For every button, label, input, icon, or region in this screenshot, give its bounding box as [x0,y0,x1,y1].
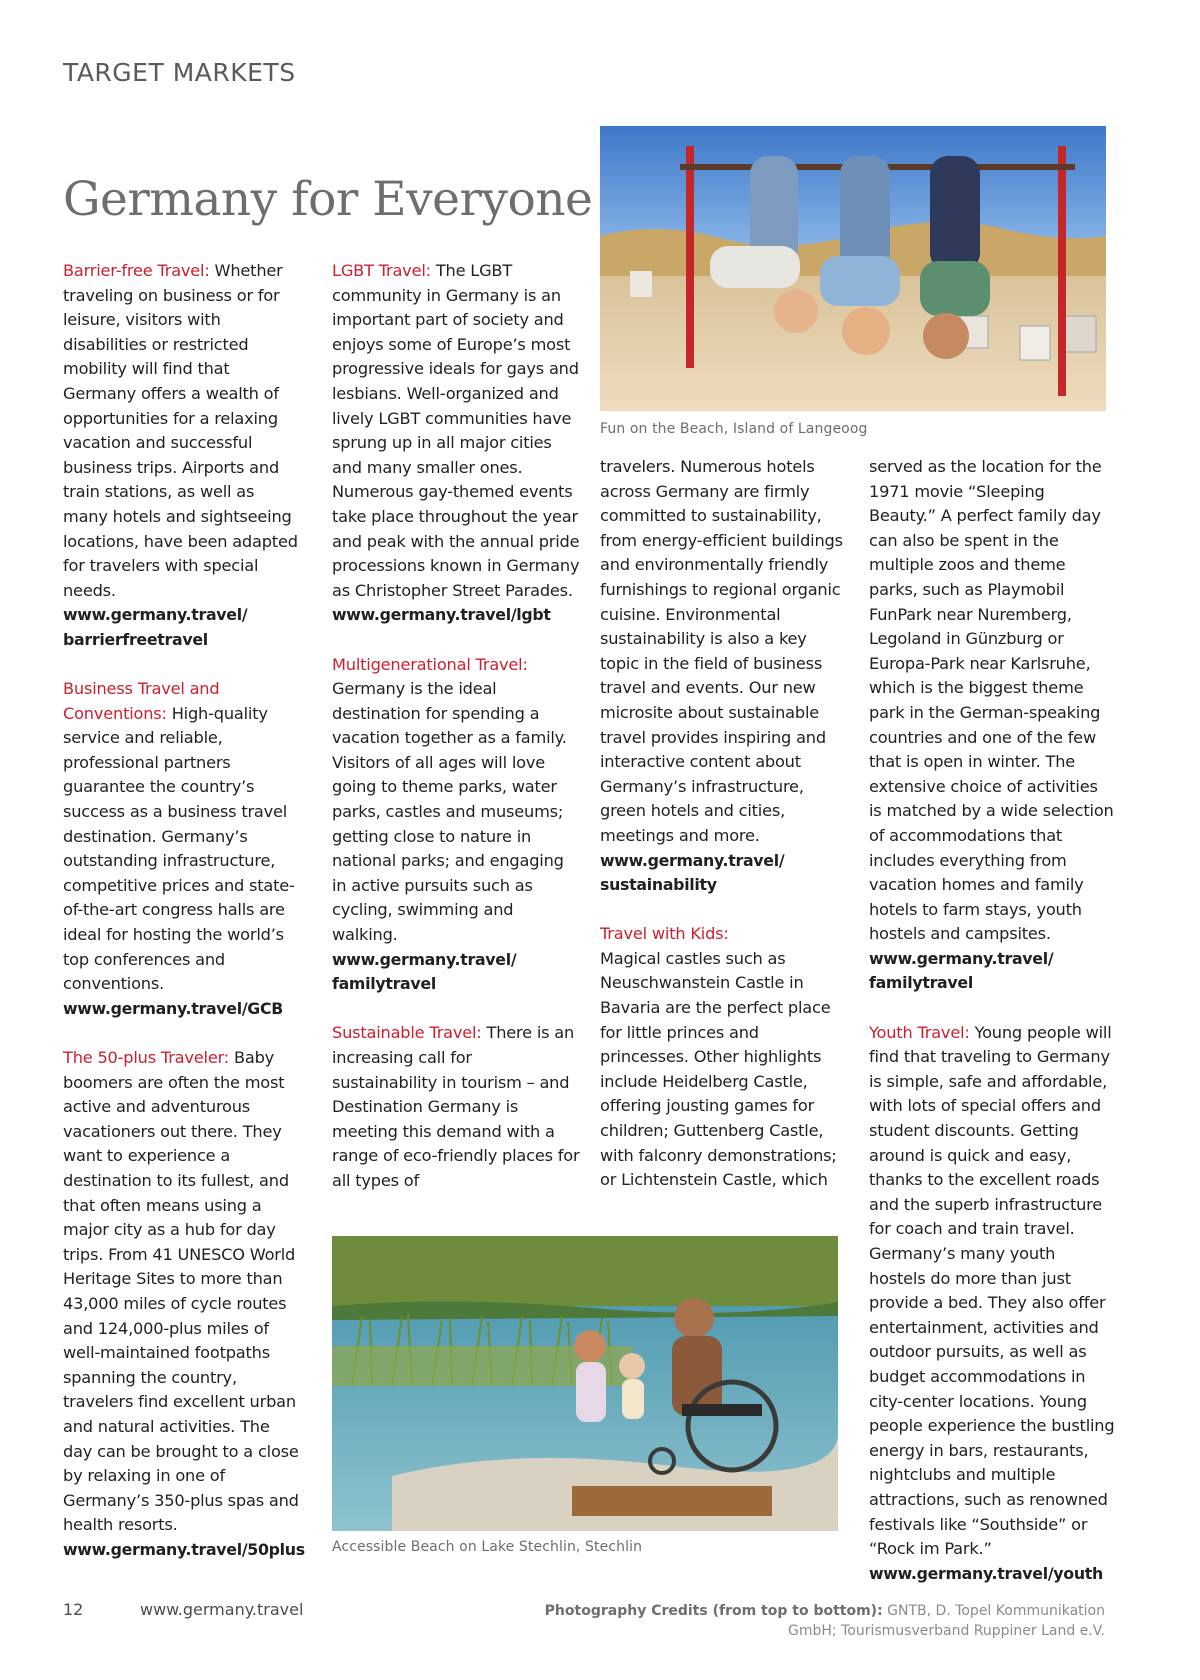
page-title: Germany for Everyone [63,172,593,227]
article-heading: Business Travel and [63,679,220,699]
article-link[interactable]: www.germany.travel/GCB [63,998,283,1018]
photo-caption: Fun on the Beach, Island of Langeoog [600,421,868,437]
article-heading: The 50-plus Traveler: [63,1048,230,1067]
article-kids [600,922,848,1193]
photo-caption: Accessible Beach on Lake Stechlin, Stechlin [332,1539,643,1555]
article-body: served as the location for the 1971 movie “Sleeping Beauty.” A perfect family day can also be spent in the multiple zoos and theme parks, such as Playmobil FunPark near Nuremberg, Legoland in Günzburg or Europa-Park near Karlsruhe, which is the biggest theme park in the German-speaking countries and one of the few that is open in winter. The extensive choice of activities is matched by a wide selection of accommodations that includes everything from vacation homes and family hotels to farm stays, youth hostels and campsites. [869,457,1114,944]
section-label: TARGET MARKETS [63,58,296,87]
article-body: The LGBT community in Germany is an important part of society and enjoys some of Europe’s most progressive ideals for gays and lesbians. Well-organized and lively LGBT communities have sprung up in all major cities and many smaller ones. Numerous gay-themed events take place throughout the year and peak with the annual pride processions known in Germany as Christopher Street Parades. [332,261,580,600]
article-body: Young people will find that traveling to Germany is simple, safe and affordable, with lots of special offers and student discounts. Getting around is quick and easy, thanks to the excellent roads and the superb infrastructure for coach and train travel. Germany’s many youth hostels do more than just provide a bed. They also offer entertainment, activities and outdoor pursuits, as well as budget accommodations in city-center locations. Young people experience the bustling energy in bars, restaurants, nightclubs and multiple attractions, such as renowned festivals like “Southside” or “Rock im Park.” [869,1022,1115,1559]
article-kids-continued [869,455,1115,996]
article-body: Whether traveling on business or for leisure, visitors with disabilities or restricted mobility will find that Germany offers a wealth of opportunities for a relaxing vacation and successful business trips. Airports and train stations, as well as many hotels and sightseeing locations, have been adapted for travelers with special needs. [63,261,298,600]
article-body: travelers. Numerous hotels across Germany are firmly committed to sustainability, from energy-efficient buildings and environmentally friendly furnishings to regional organic cuisine. Environmental sustainability is also a key topic in the field of business travel and events. Our new microsite about sustainable travel provides inspiring and interactive content about Germany’s infrastructure, green hotels and cities, meetings and more. [600,457,843,845]
credits-label: Photography Credits (from top to bottom): [544,1603,883,1619]
article-link[interactable]: www.germany.travel/lgbt [332,605,551,625]
article-body: There is an increasing call for sustainability in tourism – and Destination Germany is meeting this demand with a range of eco-friendly places for all types of [332,1023,580,1190]
article-heading: LGBT Travel: [332,261,431,280]
article-sustainable [332,1021,580,1193]
article-link[interactable]: www.germany.travel/ sustainability [600,850,785,895]
article-body: Germany is the ideal destination for spending a vacation together as a family. Visitors of all ages will love going to theme parks, water parks, castles and museums; getting close to nature in national parks; and engaging in active pursuits such as cycling, swimming and walking. [332,679,567,945]
article-sustainable-continued [600,455,848,898]
page-number: 12 [63,1600,84,1619]
article-link[interactable]: www.germany.travel/youth [869,1563,1103,1583]
article-heading: Barrier-free Travel: [63,261,210,280]
footer-url[interactable]: www.germany.travel [140,1600,304,1619]
article-lgbt [332,259,580,628]
column-1 [63,259,303,1562]
article-link[interactable]: www.germany.travel/ familytravel [332,949,517,994]
article-heading: Sustainable Travel: [332,1023,482,1043]
article-heading: Youth Travel: [869,1022,970,1042]
article-barrier-free [63,259,303,653]
article-youth [869,1021,1115,1587]
article-body: High-quality service and reliable, professional partners guarantee the country’s success as a business travel destination. Germany’s outstanding infrastructure, competitive prices and state-of-the-art congress halls are ideal for hosting the world’s top conferences and conventions. [63,703,295,994]
article-link[interactable]: www.germany.travel/ barrierfreetravel [63,605,248,649]
lake-photo [332,1236,838,1531]
article-link[interactable]: www.germany.travel/ familytravel [869,948,1054,993]
credits-text: GNTB, D. Topel Kommunikation GmbH; Tourismusverband Ruppiner Land e.V. [788,1603,1105,1639]
article-business [63,677,303,1021]
beach-photo [600,126,1106,411]
article-link[interactable]: www.germany.travel/50plus [63,1539,305,1559]
article-body: Baby boomers are often the most active and adventurous vacationers out there. They want to experience a destination to its fullest, and that often means using a major city as a hub for day trips. From 41 UNESCO World Heritage Sites to more than 43,000 miles of cycle routes and 124,000-plus miles of well-maintained footpaths spanning the country, travelers find excellent urban and natural activities. The day can be brought to a close by relaxing in one of Germany’s 350-plus spas and health resorts. [63,1048,299,1535]
column-2 [332,259,580,1194]
photo-credits [505,1601,1105,1641]
article-heading: Conventions: [63,703,167,723]
column-4 [869,455,1115,1586]
article-multigenerational [332,653,580,997]
article-fifty-plus [63,1046,303,1562]
article-body: Magical castles such as Neuschwanstein Castle in Bavaria are the perfect place for little princes and princesses. Other highlights include Heidelberg Castle, offering jousting games for children; Guttenberg Castle, with falconry demonstrations; or Lichtenstein Castle, which [600,948,837,1190]
article-heading: Multigenerational Travel: [332,654,528,674]
article-heading: Travel with Kids: [600,924,729,944]
column-3 [600,455,848,1193]
